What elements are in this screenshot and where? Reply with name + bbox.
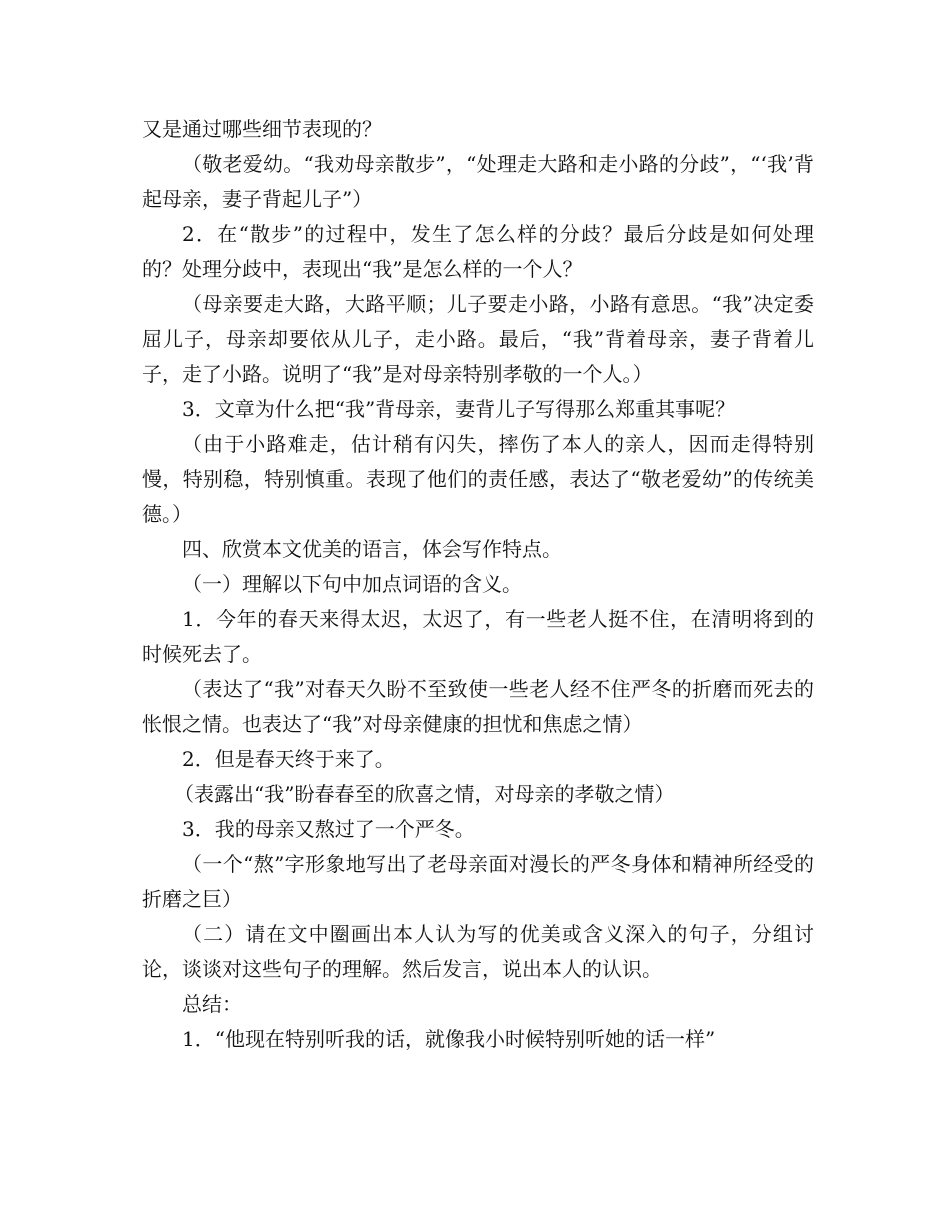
- answer-paragraph: （母亲要走大路，大路平顺；儿子要走小路，小路有意思。“我”决定委屈儿子，母亲却要依从儿子，走小路。最后，“我”背着母亲，妻子背着儿子，走了小路。说明了“我”是对母亲特别孝敬的一个人。）: [142, 292, 814, 386]
- answer-paragraph: （敬老爱幼。“我劝母亲散步”，“处理走大路和走小路的分歧”，“‘我’背起母亲，妻子背起儿子”）: [142, 152, 814, 211]
- answer-paragraph: （表达了“我”对春天久盼不至致使一些老人经不住严冬的折磨而死去的怅恨之情。也表达了“我”对母亲健康的担忧和焦虑之情）: [142, 677, 814, 736]
- answer-paragraph: （一个“熬”字形象地写出了老母亲面对漫长的严冬身体和精神所经受的折磨之巨）: [142, 852, 814, 911]
- answer-paragraph: （表露出“我”盼春春至的欣喜之情，对母亲的孝敬之情）: [174, 782, 675, 806]
- subsection-heading: （二）请在文中圈画出本人认为写的优美或含义深入的句子，分组讨论，谈谈对这些句子的理解。然后发言，说出本人的认识。: [142, 922, 814, 981]
- section-heading: 四、欣赏本文优美的语言，体会写作特点。: [182, 537, 562, 561]
- question-paragraph: 2．在“散步”的过程中，发生了怎么样的分歧？最后分歧是如何处理的？处理分歧中，表现出“我”是怎么样的一个人？: [142, 222, 814, 281]
- question-paragraph: 3．我的母亲又熬过了一个严冬。: [182, 817, 475, 841]
- question-paragraph: 2．但是春天终于来了。: [182, 747, 395, 771]
- summary-heading: 总结：: [182, 992, 242, 1016]
- question-paragraph: 3．文章为什么把“我”背母亲，妻背儿子写得那么郑重其事呢？: [182, 397, 736, 421]
- paragraph: 又是通过哪些细节表现的？: [142, 117, 382, 141]
- answer-paragraph: （由于小路难走，估计稍有闪失，摔伤了本人的亲人，因而走得特别慢，特别稳，特别慎重。表现了他们的责任感，表达了“敬老爱幼”的传统美德。）: [142, 432, 814, 526]
- question-paragraph: 1．今年的春天来得太迟，太迟了，有一些老人挺不住，在清明将到的时候死去了。: [142, 607, 814, 666]
- document-body: [142, 112, 814, 1057]
- subsection-heading: （一）理解以下句中加点词语的含义。: [182, 572, 522, 596]
- summary-item: 1．“他现在特别听我的话，就像我小时候特别听她的话一样”: [182, 1027, 716, 1051]
